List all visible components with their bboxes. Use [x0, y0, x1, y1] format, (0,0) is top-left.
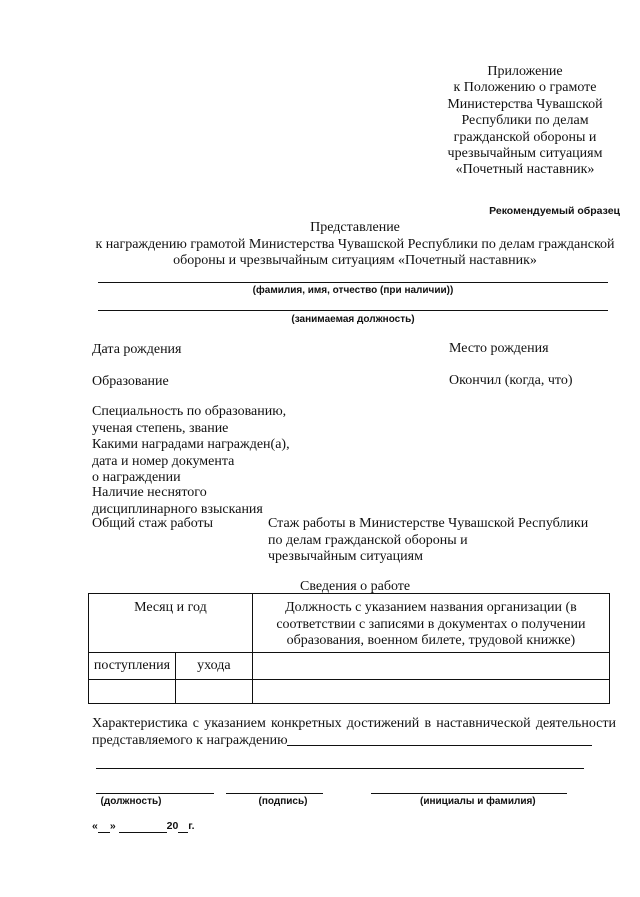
- day-blank[interactable]: [98, 820, 110, 833]
- sample-note: Рекомендуемый образец: [489, 205, 620, 217]
- graduated-label: Окончил (когда, что): [449, 373, 573, 388]
- signature-line[interactable]: [226, 793, 323, 794]
- discipline-label: Наличие неснятого дисциплинарного взыскания: [92, 485, 263, 517]
- signature-position-caption: (должность): [100, 796, 162, 807]
- appendix-line: Республики по делам: [461, 113, 589, 129]
- position-caption: (занимаемая должность): [291, 314, 415, 325]
- total-experience-label: Общий стаж работы: [92, 516, 214, 531]
- appendix-line: Приложение: [487, 64, 563, 79]
- signature-name-line[interactable]: [371, 793, 567, 794]
- position-line[interactable]: [98, 310, 608, 311]
- table-cell[interactable]: [89, 680, 176, 704]
- birth-date-label: Дата рождения: [92, 342, 182, 357]
- fio-line[interactable]: [98, 282, 608, 283]
- signature-position-line[interactable]: [96, 793, 214, 794]
- fio-caption: (фамилия, имя, отчество (при наличии)): [252, 285, 454, 296]
- table-cell[interactable]: [252, 680, 609, 704]
- month-year-header: Месяц и год: [89, 594, 253, 653]
- exit-header: ухода: [175, 653, 252, 680]
- work-table-title: Сведения о работе: [300, 579, 411, 594]
- signature-caption: (подпись): [258, 796, 308, 807]
- table-cell[interactable]: [252, 653, 609, 680]
- birth-place-label: Место рождения: [449, 341, 549, 356]
- characteristic-label: Характеристика с указанием конкретных достижений в наставнической деятельности представляемого к награждению: [92, 716, 616, 748]
- ministry-experience-label: Стаж работы в Министерстве Чувашской Республики по делам гражданской обороны и чрезвычайным ситуациям: [268, 516, 589, 564]
- month-blank[interactable]: [119, 820, 167, 833]
- signature-name-caption: (инициалы и фамилия): [420, 796, 536, 807]
- title-line: Представление: [310, 220, 400, 235]
- appendix-line: «Почетный наставник»: [455, 162, 595, 178]
- position-header: Должность с указанием названия организации (в соответствии с записями в документах о получении образования, военном билете, трудовой книжке): [252, 594, 609, 653]
- education-label: Образование: [92, 374, 169, 389]
- date-line: « » 20 г.: [92, 820, 195, 832]
- characteristic-line-2[interactable]: [96, 768, 584, 769]
- title-line: обороны и чрезвычайным ситуациям «Почетный наставник»: [173, 253, 537, 268]
- appendix-line: Министерства Чувашской: [447, 96, 603, 112]
- appendix-line: гражданской обороны и: [453, 129, 597, 145]
- appendix-line: к Положению о грамоте: [453, 80, 597, 96]
- specialty-label: Специальность по образованию, ученая степень, звание: [92, 404, 287, 436]
- entry-header: поступления: [89, 653, 176, 680]
- awards-label: Какими наградами награжден(а), дата и номер документа о награждении: [92, 437, 290, 485]
- appendix-header: [430, 64, 620, 179]
- table-cell[interactable]: [175, 680, 252, 704]
- work-table: [88, 593, 610, 704]
- document-title: [90, 220, 620, 270]
- title-line: к награждению грамотой Министерства Чувашской Республики по делам гражданской: [95, 236, 615, 252]
- appendix-line: чрезвычайным ситуациям: [447, 146, 603, 162]
- year-blank[interactable]: [178, 820, 188, 833]
- characteristic-line[interactable]: [287, 745, 592, 746]
